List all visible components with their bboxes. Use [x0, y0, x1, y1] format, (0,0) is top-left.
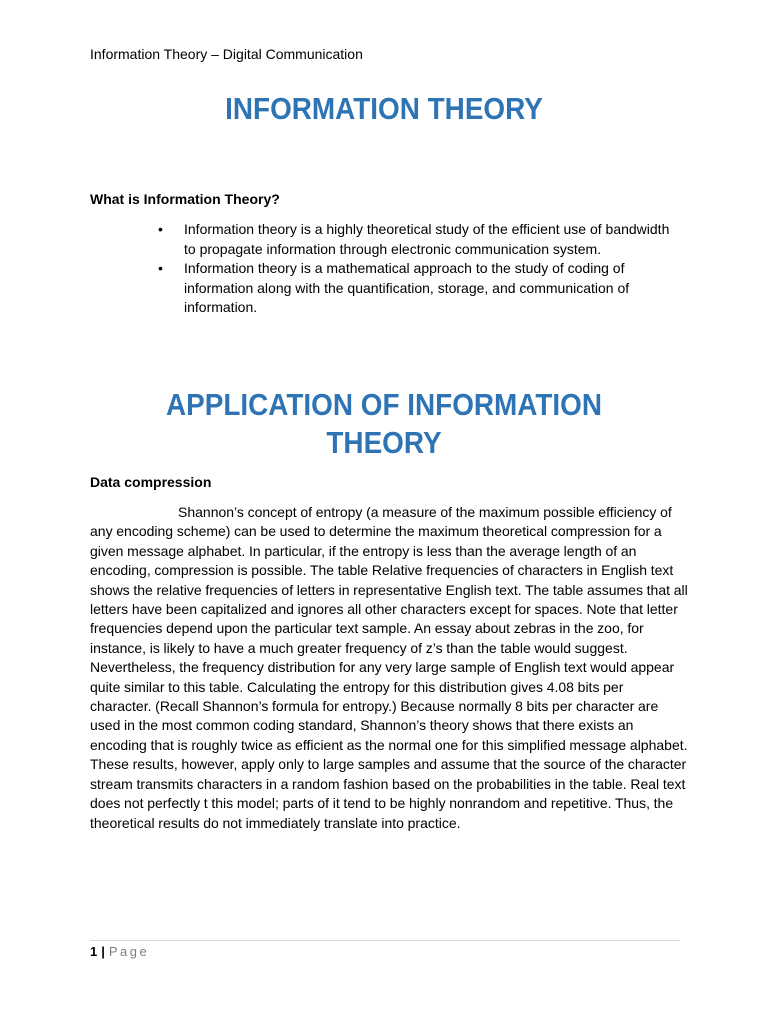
bullet-text: Information theory is a mathematical approach to the study of coding of information along with the quantification, storage, and communication of information. — [184, 260, 630, 315]
page-separator: | — [101, 944, 105, 959]
section-heading-data-compression: Data compression — [90, 474, 212, 490]
definition-bullet-list — [150, 220, 670, 318]
bullet-item — [150, 220, 670, 259]
application-title — [38, 386, 729, 462]
main-title: INFORMATION THEORY — [225, 91, 543, 126]
application-title-line-1: APPLICATION OF INFORMATION — [165, 387, 603, 422]
bullet-text: Information theory is a highly theoretical study of the efficient use of bandwidth to propagate information through electronic communication system. — [184, 221, 670, 257]
bullet-item — [150, 259, 670, 318]
data-compression-paragraph: Shannon’s concept of entropy (a measure of the maximum possible efficiency of any encoding scheme) can be used to determine the maximum theoretical compression for a given message alphabet. In particular, if the entropy is less than the average length of an encoding, compression is possible. The table Relative frequencies of characters in English text shows the relative frequencies of letters in representative English text. The table assumes that all letters have been capitalized and ignores all other characters except for spaces. Note that letter frequencies depend upon the particular text sample. An essay about zebras in the zoo, for instance, is likely to have a much greater frequency of z’s than the table would suggest. Nevertheless, the frequency distribution for any very large sample of English text would appear quite similar to this table. Calculating the entropy for this distribution gives 4.08 bits per character. (Recall Shannon’s formula for entropy.) Because normally 8 bits per character are used in the most common coding standard, Shannon’s theory shows that there exists an encoding that is roughly twice as efficient as the normal one for this simplified message alphabet. These results, however, apply only to large samples and assume that the source of the character stream transmits characters in a random fashion based on the probabilities in the table. Real text does not perfectly t this model; parts of it tend to be highly nonrandom and repetitive. Thus, the theoretical results do not immediately translate into practice. — [90, 504, 688, 831]
page-label: Page — [108, 944, 150, 959]
application-title-line-2: THEORY — [326, 425, 442, 460]
bullet-icon: • — [158, 260, 163, 276]
page-number: 1 — [90, 944, 98, 959]
footer-divider — [90, 940, 680, 941]
bullet-icon: • — [158, 221, 163, 237]
page-footer — [90, 944, 149, 960]
running-header: Information Theory – Digital Communication — [90, 46, 363, 62]
section-heading-what-is: What is Information Theory? — [90, 191, 280, 207]
